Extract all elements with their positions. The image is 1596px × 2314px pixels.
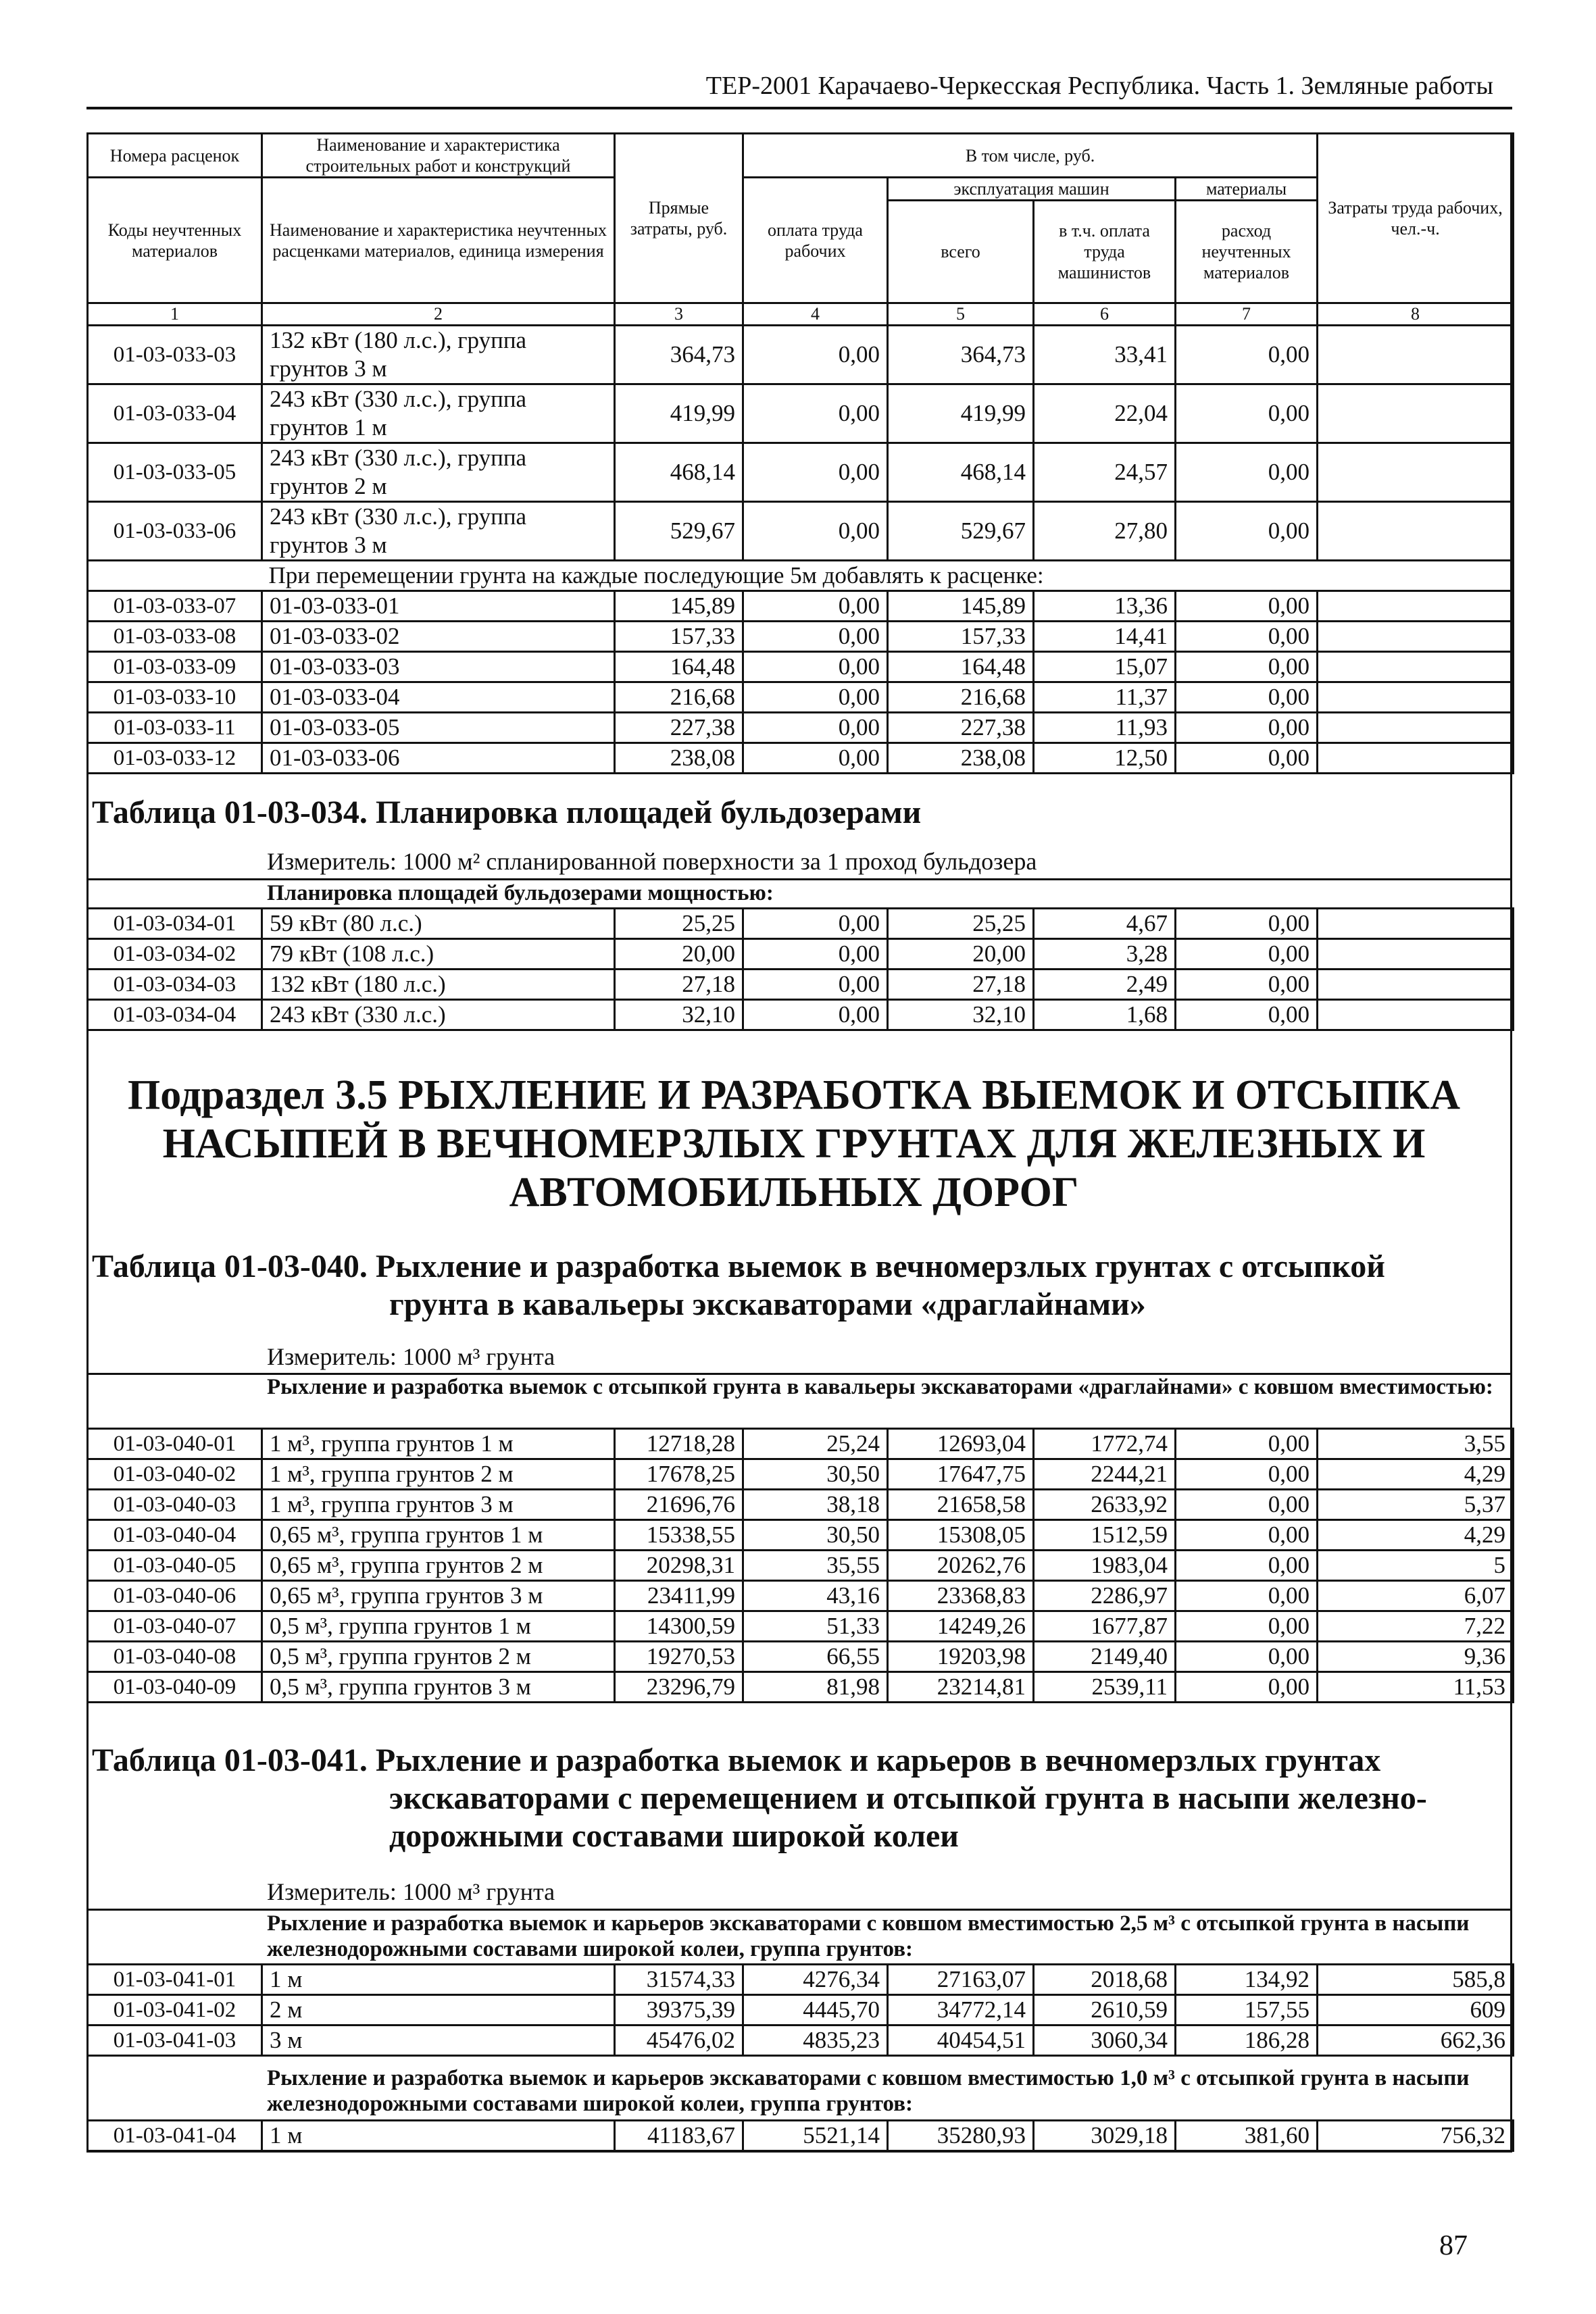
direct-costs-cell: 157,33 bbox=[615, 622, 743, 652]
table-041-title-line2: экскаваторами с перемещением и отсыпкой грунта в насыпи железно- bbox=[389, 1780, 1427, 1816]
work-name-cell: 0,65 м³, группа грунтов 2 м bbox=[262, 1551, 615, 1581]
operator-pay-cell: 2244,21 bbox=[1034, 1459, 1176, 1490]
operator-pay-cell: 27,80 bbox=[1034, 502, 1176, 561]
table-row bbox=[88, 1642, 1514, 1672]
labor-hours-cell: 756,32 bbox=[1318, 2121, 1514, 2151]
direct-costs-cell: 23296,79 bbox=[615, 1672, 743, 1703]
table-row bbox=[88, 1459, 1514, 1490]
operator-pay-cell: 4,67 bbox=[1034, 909, 1176, 939]
materials-cost-cell: 0,00 bbox=[1176, 1429, 1318, 1459]
operator-pay-cell: 1512,59 bbox=[1034, 1520, 1176, 1551]
rate-code-cell: 01-03-033-09 bbox=[88, 652, 262, 682]
table-034-subheading: Планировка площадей бульдозерами мощностью: bbox=[267, 881, 774, 905]
direct-costs-cell: 145,89 bbox=[615, 591, 743, 622]
operator-pay-cell: 2633,92 bbox=[1034, 1490, 1176, 1520]
worker-pay-cell: 30,50 bbox=[743, 1520, 888, 1551]
machines-total-cell: 227,38 bbox=[888, 713, 1034, 743]
labor-hours-cell: 6,07 bbox=[1318, 1581, 1514, 1611]
machines-total-cell: 20,00 bbox=[888, 939, 1034, 970]
direct-costs-cell: 17678,25 bbox=[615, 1459, 743, 1490]
operator-pay-cell: 22,04 bbox=[1034, 384, 1176, 443]
operator-pay-cell: 1983,04 bbox=[1034, 1551, 1176, 1581]
work-name-cell: 2 м bbox=[262, 1995, 615, 2026]
rate-code-cell: 01-03-034-02 bbox=[88, 939, 262, 970]
work-name-cell: 01-03-033-05 bbox=[262, 713, 615, 743]
table-row bbox=[88, 1995, 1514, 2026]
table-row bbox=[88, 326, 1514, 384]
operator-pay-cell: 24,57 bbox=[1034, 443, 1176, 502]
header-rate-numbers: Номера расценок bbox=[88, 134, 262, 178]
materials-cost-cell: 0,00 bbox=[1176, 1611, 1318, 1642]
table-row bbox=[88, 2121, 1514, 2151]
header-row-2 bbox=[88, 178, 1514, 201]
materials-cost-cell: 0,00 bbox=[1176, 1581, 1318, 1611]
labor-hours-cell: 4,29 bbox=[1318, 1459, 1514, 1490]
header-worker-pay: оплата труда рабочих bbox=[743, 178, 888, 303]
work-name-cell: 0,65 м³, группа грунтов 3 м bbox=[262, 1581, 615, 1611]
table-note: При перемещении грунта на каждые последующие 5м добавлять к расценке: bbox=[262, 561, 1514, 591]
worker-pay-cell: 4276,34 bbox=[743, 1965, 888, 1995]
rate-code-cell: 01-03-034-04 bbox=[88, 1000, 262, 1030]
table-row bbox=[88, 1965, 1514, 1995]
rate-code-cell: 01-03-040-06 bbox=[88, 1581, 262, 1611]
worker-pay-cell: 0,00 bbox=[743, 713, 888, 743]
worker-pay-cell: 25,24 bbox=[743, 1429, 888, 1459]
machines-total-cell: 25,25 bbox=[888, 909, 1034, 939]
worker-pay-cell: 0,00 bbox=[743, 326, 888, 384]
header-direct-costs: Прямые затраты, руб. bbox=[615, 134, 743, 303]
operator-pay-cell: 1677,87 bbox=[1034, 1611, 1176, 1642]
table-row bbox=[88, 1429, 1514, 1459]
table-row bbox=[88, 2026, 1514, 2056]
worker-pay-cell: 0,00 bbox=[743, 939, 888, 970]
price-table-033 bbox=[86, 132, 1514, 774]
labor-hours-cell bbox=[1318, 591, 1514, 622]
work-name-cell: 01-03-033-06 bbox=[262, 743, 615, 774]
rate-code-cell: 01-03-033-11 bbox=[88, 713, 262, 743]
work-name-cell: 01-03-033-04 bbox=[262, 682, 615, 713]
work-name-cell: 79 кВт (108 л.с.) bbox=[262, 939, 615, 970]
column-index: 7 bbox=[1176, 303, 1318, 326]
rate-code-cell: 01-03-033-12 bbox=[88, 743, 262, 774]
worker-pay-cell: 0,00 bbox=[743, 591, 888, 622]
table-040-title-line1: Таблица 01-03-040. Рыхление и разработка выемок в вечномерзлых грунтах с отсыпкой bbox=[92, 1249, 1385, 1284]
work-name-cell: 01-03-033-03 bbox=[262, 652, 615, 682]
rate-code-cell: 01-03-033-07 bbox=[88, 591, 262, 622]
worker-pay-cell: 81,98 bbox=[743, 1672, 888, 1703]
machines-total-cell: 32,10 bbox=[888, 1000, 1034, 1030]
materials-cost-cell: 0,00 bbox=[1176, 652, 1318, 682]
direct-costs-cell: 238,08 bbox=[615, 743, 743, 774]
rate-code-cell: 01-03-040-02 bbox=[88, 1459, 262, 1490]
operator-pay-cell: 2286,97 bbox=[1034, 1581, 1176, 1611]
header-materials-consumption: расход неучтенных материалов bbox=[1176, 201, 1318, 303]
labor-hours-cell: 7,22 bbox=[1318, 1611, 1514, 1642]
column-index: 4 bbox=[743, 303, 888, 326]
materials-cost-cell: 0,00 bbox=[1176, 591, 1318, 622]
materials-cost-cell: 0,00 bbox=[1176, 939, 1318, 970]
operator-pay-cell: 12,50 bbox=[1034, 743, 1176, 774]
worker-pay-cell: 0,00 bbox=[743, 502, 888, 561]
rate-code-cell: 01-03-033-08 bbox=[88, 622, 262, 652]
labor-hours-cell bbox=[1318, 939, 1514, 970]
labor-hours-cell: 11,53 bbox=[1318, 1672, 1514, 1703]
direct-costs-cell: 32,10 bbox=[615, 1000, 743, 1030]
materials-cost-cell: 134,92 bbox=[1176, 1965, 1318, 1995]
table-row bbox=[88, 1672, 1514, 1703]
materials-cost-cell: 0,00 bbox=[1176, 384, 1318, 443]
direct-costs-cell: 164,48 bbox=[615, 652, 743, 682]
table-row bbox=[88, 682, 1514, 713]
rate-code-cell: 01-03-040-01 bbox=[88, 1429, 262, 1459]
worker-pay-cell: 38,18 bbox=[743, 1490, 888, 1520]
operator-pay-cell: 11,93 bbox=[1034, 713, 1176, 743]
table-row bbox=[88, 1611, 1514, 1642]
rate-code-cell: 01-03-033-06 bbox=[88, 502, 262, 561]
header-operator-pay: в т.ч. оплата труда машинистов bbox=[1034, 201, 1176, 303]
table-row bbox=[88, 591, 1514, 622]
machines-total-cell: 35280,93 bbox=[888, 2121, 1034, 2151]
operator-pay-cell: 3060,34 bbox=[1034, 2026, 1176, 2056]
machines-total-cell: 529,67 bbox=[888, 502, 1034, 561]
machines-total-cell: 40454,51 bbox=[888, 2026, 1034, 2056]
column-index: 5 bbox=[888, 303, 1034, 326]
materials-cost-cell: 0,00 bbox=[1176, 682, 1318, 713]
machines-total-cell: 27,18 bbox=[888, 970, 1034, 1000]
worker-pay-cell: 0,00 bbox=[743, 384, 888, 443]
machines-total-cell: 468,14 bbox=[888, 443, 1034, 502]
direct-costs-cell: 25,25 bbox=[615, 909, 743, 939]
operator-pay-cell: 3029,18 bbox=[1034, 2121, 1176, 2151]
machines-total-cell: 12693,04 bbox=[888, 1429, 1034, 1459]
worker-pay-cell: 51,33 bbox=[743, 1611, 888, 1642]
table-row bbox=[88, 743, 1514, 774]
labor-hours-cell bbox=[1318, 909, 1514, 939]
machines-total-cell: 20262,76 bbox=[888, 1551, 1034, 1581]
work-name-cell: 0,5 м³, группа грунтов 2 м bbox=[262, 1642, 615, 1672]
price-table-041-a bbox=[86, 1963, 1514, 2057]
header-material-codes: Коды неучтенных материалов bbox=[88, 178, 262, 303]
rate-code-cell: 01-03-033-05 bbox=[88, 443, 262, 502]
table-row bbox=[88, 939, 1514, 970]
table-041-title bbox=[92, 1742, 1427, 1855]
direct-costs-cell: 14300,59 bbox=[615, 1611, 743, 1642]
worker-pay-cell: 0,00 bbox=[743, 622, 888, 652]
operator-pay-cell: 2149,40 bbox=[1034, 1642, 1176, 1672]
table-041-title-line1: Таблица 01-03-041. Рыхление и разработка выемок и карьеров в вечномерзлых грунтах bbox=[92, 1742, 1381, 1778]
operator-pay-cell: 1772,74 bbox=[1034, 1429, 1176, 1459]
machines-total-cell: 17647,75 bbox=[888, 1459, 1034, 1490]
header-rule bbox=[86, 107, 1512, 109]
labor-hours-cell bbox=[1318, 622, 1514, 652]
labor-hours-cell bbox=[1318, 652, 1514, 682]
header-material-name: Наименование и характеристика неучтенных расценками материалов, единица измерения bbox=[262, 178, 615, 303]
rate-code-cell: 01-03-034-03 bbox=[88, 970, 262, 1000]
work-name-cell: 243 кВт (330 л.с.) bbox=[262, 1000, 615, 1030]
labor-hours-cell: 9,36 bbox=[1318, 1642, 1514, 1672]
table-040-subheading: Рыхление и разработка выемок с отсыпкой грунта в кавальеры экскаваторами «драглайнами» с ковшом вместимостью: bbox=[267, 1375, 1493, 1399]
labor-hours-cell bbox=[1318, 502, 1514, 561]
rate-code-cell: 01-03-041-02 bbox=[88, 1995, 262, 2026]
section-heading: Подраздел 3.5 РЫХЛЕНИЕ И РАЗРАБОТКА ВЫЕМОК И ОТСЫПКА НАСЫПЕЙ В ВЕЧНОМЕРЗЛЫХ ГРУНТАХ ДЛЯ ЖЕЛЕЗНЫХ И АВТОМОБИЛЬНЫХ ДОРОГ bbox=[127, 1072, 1461, 1215]
rate-code-cell: 01-03-033-10 bbox=[88, 682, 262, 713]
machines-total-cell: 23368,83 bbox=[888, 1581, 1034, 1611]
worker-pay-cell: 0,00 bbox=[743, 970, 888, 1000]
work-name-cell: 0,5 м³, группа грунтов 1 м bbox=[262, 1611, 615, 1642]
rate-code-cell: 01-03-033-03 bbox=[88, 326, 262, 384]
direct-costs-cell: 364,73 bbox=[615, 326, 743, 384]
table-034-unit: Измеритель: 1000 м² спланированной поверхности за 1 проход бульдозера bbox=[267, 848, 1037, 875]
operator-pay-cell: 13,36 bbox=[1034, 591, 1176, 622]
rate-code-cell: 01-03-041-01 bbox=[88, 1965, 262, 1995]
worker-pay-cell: 4445,70 bbox=[743, 1995, 888, 2026]
rate-code-cell: 01-03-041-03 bbox=[88, 2026, 262, 2056]
materials-cost-cell: 157,55 bbox=[1176, 1995, 1318, 2026]
work-name-cell: 132 кВт (180 л.с.), группа грунтов 3 м bbox=[262, 326, 615, 384]
rate-code-cell: 01-03-034-01 bbox=[88, 909, 262, 939]
machines-total-cell: 19203,98 bbox=[888, 1642, 1034, 1672]
machines-total-cell: 23214,81 bbox=[888, 1672, 1034, 1703]
labor-hours-cell: 609 bbox=[1318, 1995, 1514, 2026]
table-040-title-line2: грунта в кавальеры экскаваторами «драглайнами» bbox=[389, 1286, 1146, 1322]
direct-costs-cell: 31574,33 bbox=[615, 1965, 743, 1995]
column-index: 1 bbox=[88, 303, 262, 326]
worker-pay-cell: 0,00 bbox=[743, 682, 888, 713]
materials-cost-cell: 0,00 bbox=[1176, 1520, 1318, 1551]
direct-costs-cell: 15338,55 bbox=[615, 1520, 743, 1551]
rate-code-cell: 01-03-033-04 bbox=[88, 384, 262, 443]
table-row bbox=[88, 1490, 1514, 1520]
labor-hours-cell bbox=[1318, 682, 1514, 713]
table-row bbox=[88, 384, 1514, 443]
work-name-cell: 1 м³, группа грунтов 3 м bbox=[262, 1490, 615, 1520]
work-name-cell: 1 м³, группа грунтов 2 м bbox=[262, 1459, 615, 1490]
table-row bbox=[88, 1551, 1514, 1581]
price-table-041-b bbox=[86, 2119, 1514, 2152]
work-name-cell: 01-03-033-01 bbox=[262, 591, 615, 622]
header-labor-hours: Затраты труда рабочих, чел.-ч. bbox=[1318, 134, 1514, 303]
operator-pay-cell: 15,07 bbox=[1034, 652, 1176, 682]
table-041-subheading-1: Рыхление и разработка выемок и карьеров экскаваторами с ковшом вместимостью 2,5 м³ с отсыпкой грунта в насыпи железнодорожными составами широкой колеи, группа грунтов: bbox=[267, 1911, 1470, 1961]
materials-cost-cell: 381,60 bbox=[1176, 2121, 1318, 2151]
materials-cost-cell: 0,00 bbox=[1176, 743, 1318, 774]
labor-hours-cell bbox=[1318, 713, 1514, 743]
table-row bbox=[88, 622, 1514, 652]
direct-costs-cell: 20298,31 bbox=[615, 1551, 743, 1581]
direct-costs-cell: 39375,39 bbox=[615, 1995, 743, 2026]
rate-code-cell: 01-03-040-03 bbox=[88, 1490, 262, 1520]
direct-costs-cell: 419,99 bbox=[615, 384, 743, 443]
price-table-034 bbox=[86, 907, 1514, 1031]
work-name-cell: 3 м bbox=[262, 2026, 615, 2056]
direct-costs-cell: 27,18 bbox=[615, 970, 743, 1000]
labor-hours-cell bbox=[1318, 384, 1514, 443]
operator-pay-cell: 2539,11 bbox=[1034, 1672, 1176, 1703]
operator-pay-cell: 2610,59 bbox=[1034, 1995, 1176, 2026]
column-index: 8 bbox=[1318, 303, 1514, 326]
machines-total-cell: 21658,58 bbox=[888, 1490, 1034, 1520]
labor-hours-cell: 5 bbox=[1318, 1551, 1514, 1581]
page-number: 87 bbox=[1439, 2230, 1468, 2261]
direct-costs-cell: 19270,53 bbox=[615, 1642, 743, 1672]
price-table-040 bbox=[86, 1428, 1514, 1703]
direct-costs-cell: 468,14 bbox=[615, 443, 743, 502]
table-034-title: Таблица 01-03-034. Планировка площадей бульдозерами bbox=[92, 795, 922, 830]
work-name-cell: 0,5 м³, группа грунтов 3 м bbox=[262, 1672, 615, 1703]
labor-hours-cell: 3,55 bbox=[1318, 1429, 1514, 1459]
operator-pay-cell: 2018,68 bbox=[1034, 1965, 1176, 1995]
worker-pay-cell: 43,16 bbox=[743, 1581, 888, 1611]
work-name-cell: 243 кВт (330 л.с.), группа грунтов 2 м bbox=[262, 443, 615, 502]
work-name-cell: 59 кВт (80 л.с.) bbox=[262, 909, 615, 939]
table-041-subheading-2: Рыхление и разработка выемок и карьеров экскаваторами с ковшом вместимостью 1,0 м³ с отсыпкой грунта в насыпи железнодорожными составами широкой колеи, группа грунтов: bbox=[267, 2066, 1470, 2116]
table-row bbox=[88, 652, 1514, 682]
labor-hours-cell: 5,37 bbox=[1318, 1490, 1514, 1520]
header-work-name: Наименование и характеристика строительных работ и конструкций bbox=[262, 134, 615, 178]
machines-total-cell: 27163,07 bbox=[888, 1965, 1034, 1995]
materials-cost-cell: 0,00 bbox=[1176, 970, 1318, 1000]
materials-cost-cell: 0,00 bbox=[1176, 502, 1318, 561]
labor-hours-cell bbox=[1318, 1000, 1514, 1030]
machines-total-cell: 34772,14 bbox=[888, 1995, 1034, 2026]
direct-costs-cell: 216,68 bbox=[615, 682, 743, 713]
work-name-cell: 132 кВт (180 л.с.) bbox=[262, 970, 615, 1000]
operator-pay-cell: 1,68 bbox=[1034, 1000, 1176, 1030]
operator-pay-cell: 11,37 bbox=[1034, 682, 1176, 713]
direct-costs-cell: 21696,76 bbox=[615, 1490, 743, 1520]
worker-pay-cell: 0,00 bbox=[743, 1000, 888, 1030]
work-name-cell: 243 кВт (330 л.с.), группа грунтов 1 м bbox=[262, 384, 615, 443]
table-040-title bbox=[92, 1248, 1385, 1324]
operator-pay-cell: 14,41 bbox=[1034, 622, 1176, 652]
column-index: 3 bbox=[615, 303, 743, 326]
materials-cost-cell: 0,00 bbox=[1176, 326, 1318, 384]
rate-code-cell: 01-03-041-04 bbox=[88, 2121, 262, 2151]
worker-pay-cell: 0,00 bbox=[743, 443, 888, 502]
table-row bbox=[88, 1581, 1514, 1611]
machines-total-cell: 364,73 bbox=[888, 326, 1034, 384]
labor-hours-cell bbox=[1318, 743, 1514, 774]
table-041-title-line3: дорожными составами широкой колеи bbox=[389, 1818, 959, 1854]
header-row-1 bbox=[88, 134, 1514, 178]
materials-cost-cell: 0,00 bbox=[1176, 1000, 1318, 1030]
worker-pay-cell: 0,00 bbox=[743, 652, 888, 682]
table-note-row bbox=[88, 561, 1514, 591]
work-name-cell: 0,65 м³, группа грунтов 1 м bbox=[262, 1520, 615, 1551]
direct-costs-cell: 45476,02 bbox=[615, 2026, 743, 2056]
labor-hours-cell bbox=[1318, 326, 1514, 384]
rate-code-cell: 01-03-040-09 bbox=[88, 1672, 262, 1703]
direct-costs-cell: 20,00 bbox=[615, 939, 743, 970]
machines-total-cell: 14249,26 bbox=[888, 1611, 1034, 1642]
table-row bbox=[88, 909, 1514, 939]
direct-costs-cell: 41183,67 bbox=[615, 2121, 743, 2151]
table-040-unit: Измеритель: 1000 м³ грунта bbox=[267, 1343, 555, 1370]
labor-hours-cell bbox=[1318, 970, 1514, 1000]
work-name-cell: 1 м³, группа грунтов 1 м bbox=[262, 1429, 615, 1459]
header-machine-operation: эксплуатация машин bbox=[888, 178, 1176, 201]
materials-cost-cell: 0,00 bbox=[1176, 622, 1318, 652]
materials-cost-cell: 0,00 bbox=[1176, 909, 1318, 939]
header-including-group: В том числе, руб. bbox=[743, 134, 1318, 178]
materials-cost-cell: 0,00 bbox=[1176, 713, 1318, 743]
machines-total-cell: 157,33 bbox=[888, 622, 1034, 652]
labor-hours-cell: 662,36 bbox=[1318, 2026, 1514, 2056]
worker-pay-cell: 5521,14 bbox=[743, 2121, 888, 2151]
table-row bbox=[88, 1000, 1514, 1030]
work-name-cell: 243 кВт (330 л.с.), группа грунтов 3 м bbox=[262, 502, 615, 561]
machines-total-cell: 216,68 bbox=[888, 682, 1034, 713]
table-row bbox=[88, 502, 1514, 561]
materials-cost-cell: 0,00 bbox=[1176, 1459, 1318, 1490]
machines-total-cell: 145,89 bbox=[888, 591, 1034, 622]
direct-costs-cell: 23411,99 bbox=[615, 1581, 743, 1611]
header-machines-total: всего bbox=[888, 201, 1034, 303]
column-index-row bbox=[88, 303, 1514, 326]
direct-costs-cell: 12718,28 bbox=[615, 1429, 743, 1459]
table-row bbox=[88, 443, 1514, 502]
labor-hours-cell: 585,8 bbox=[1318, 1965, 1514, 1995]
worker-pay-cell: 30,50 bbox=[743, 1459, 888, 1490]
table-041-unit: Измеритель: 1000 м³ грунта bbox=[267, 1878, 555, 1905]
operator-pay-cell: 2,49 bbox=[1034, 970, 1176, 1000]
running-header: ТЕР-2001 Карачаево-Черкесская Республика. Часть 1. Земляные работы bbox=[705, 72, 1493, 100]
direct-costs-cell: 227,38 bbox=[615, 713, 743, 743]
rate-code-cell: 01-03-040-07 bbox=[88, 1611, 262, 1642]
worker-pay-cell: 4835,23 bbox=[743, 2026, 888, 2056]
worker-pay-cell: 0,00 bbox=[743, 909, 888, 939]
work-name-cell: 01-03-033-02 bbox=[262, 622, 615, 652]
materials-cost-cell: 0,00 bbox=[1176, 443, 1318, 502]
machines-total-cell: 238,08 bbox=[888, 743, 1034, 774]
materials-cost-cell: 186,28 bbox=[1176, 2026, 1318, 2056]
header-materials: материалы bbox=[1176, 178, 1318, 201]
materials-cost-cell: 0,00 bbox=[1176, 1490, 1318, 1520]
operator-pay-cell: 3,28 bbox=[1034, 939, 1176, 970]
materials-cost-cell: 0,00 bbox=[1176, 1672, 1318, 1703]
work-name-cell: 1 м bbox=[262, 1965, 615, 1995]
table-row bbox=[88, 1520, 1514, 1551]
rate-code-cell: 01-03-040-05 bbox=[88, 1551, 262, 1581]
operator-pay-cell: 33,41 bbox=[1034, 326, 1176, 384]
labor-hours-cell bbox=[1318, 443, 1514, 502]
table-row bbox=[88, 970, 1514, 1000]
worker-pay-cell: 35,55 bbox=[743, 1551, 888, 1581]
materials-cost-cell: 0,00 bbox=[1176, 1642, 1318, 1672]
machines-total-cell: 164,48 bbox=[888, 652, 1034, 682]
labor-hours-cell: 4,29 bbox=[1318, 1520, 1514, 1551]
worker-pay-cell: 66,55 bbox=[743, 1642, 888, 1672]
rate-code-cell: 01-03-040-08 bbox=[88, 1642, 262, 1672]
rate-code-cell: 01-03-040-04 bbox=[88, 1520, 262, 1551]
machines-total-cell: 419,99 bbox=[888, 384, 1034, 443]
worker-pay-cell: 0,00 bbox=[743, 743, 888, 774]
column-index: 6 bbox=[1034, 303, 1176, 326]
materials-cost-cell: 0,00 bbox=[1176, 1551, 1318, 1581]
table-row bbox=[88, 713, 1514, 743]
column-index: 2 bbox=[262, 303, 615, 326]
machines-total-cell: 15308,05 bbox=[888, 1520, 1034, 1551]
direct-costs-cell: 529,67 bbox=[615, 502, 743, 561]
work-name-cell: 1 м bbox=[262, 2121, 615, 2151]
